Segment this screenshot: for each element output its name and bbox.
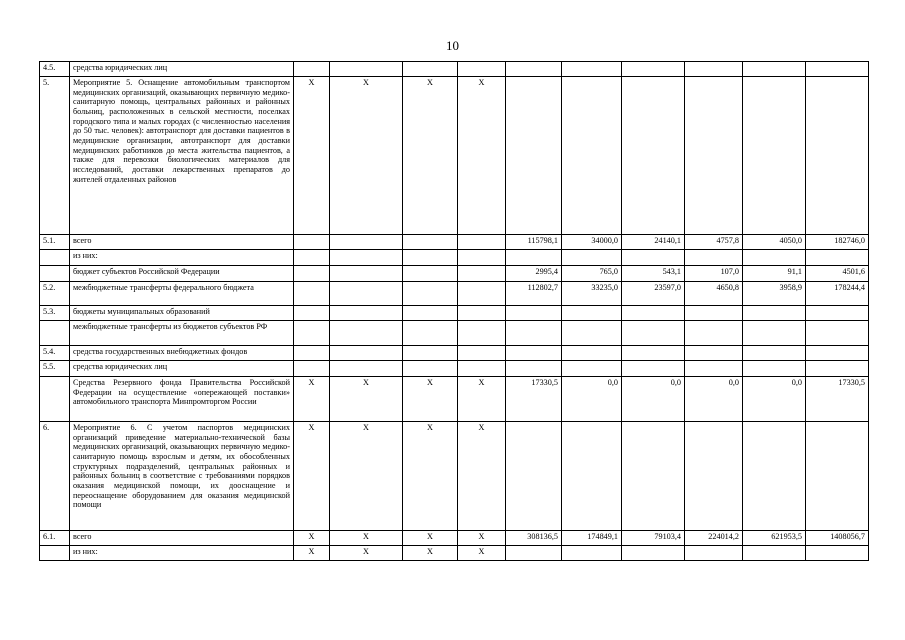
- value-cell: 33235,0: [562, 282, 622, 306]
- mark-cell: [330, 361, 403, 377]
- mark-cell: [294, 266, 330, 282]
- value-cell: 4757,8: [685, 235, 743, 250]
- mark-cell: X: [458, 77, 506, 235]
- mark-cell: [294, 321, 330, 346]
- value-cell: 224014,2: [685, 531, 743, 546]
- row-description-cell: средства государственных внебюджетных фондов: [70, 346, 294, 361]
- mark-cell: [458, 346, 506, 361]
- value-cell: [685, 546, 743, 561]
- value-cell: [743, 361, 806, 377]
- value-cell: [562, 546, 622, 561]
- value-cell: 308136,5: [506, 531, 562, 546]
- value-cell: [562, 250, 622, 266]
- row-number-cell: 5.: [40, 77, 70, 235]
- value-cell: [506, 321, 562, 346]
- value-cell: [562, 422, 622, 531]
- mark-cell: [458, 62, 506, 77]
- mark-cell: [403, 361, 458, 377]
- value-cell: [622, 250, 685, 266]
- row-number-cell: 5.2.: [40, 282, 70, 306]
- value-cell: 543,1: [622, 266, 685, 282]
- row-number-cell: 5.3.: [40, 306, 70, 321]
- value-cell: [562, 321, 622, 346]
- mark-cell: X: [330, 377, 403, 422]
- value-cell: 17330,5: [506, 377, 562, 422]
- value-cell: [806, 346, 869, 361]
- mark-cell: X: [294, 531, 330, 546]
- table-row: [40, 250, 869, 266]
- mark-cell: [294, 306, 330, 321]
- mark-cell: [403, 266, 458, 282]
- value-cell: 174849,1: [562, 531, 622, 546]
- row-description-cell: средства юридических лиц: [70, 62, 294, 77]
- value-cell: [743, 77, 806, 235]
- row-description-cell: всего: [70, 531, 294, 546]
- value-cell: [622, 77, 685, 235]
- value-cell: [562, 346, 622, 361]
- mark-cell: [330, 321, 403, 346]
- value-cell: [685, 422, 743, 531]
- table-row: [40, 377, 869, 422]
- value-cell: [562, 306, 622, 321]
- mark-cell: [403, 250, 458, 266]
- value-cell: 178244,4: [806, 282, 869, 306]
- row-number-cell: 4.5.: [40, 62, 70, 77]
- value-cell: [685, 321, 743, 346]
- value-cell: [506, 62, 562, 77]
- value-cell: [506, 77, 562, 235]
- row-description-cell: межбюджетные трансферты федерального бюджета: [70, 282, 294, 306]
- row-description-cell: Мероприятие 5. Оснащение автомобильным транспортом медицинских организаций, оказывающих первичную медико-санитарную помощь, центральных районных и районных больниц, расположенных в сельской местности, поселках городского типа и малых городах (с численностью населения до 50 тыс. человек): автотранспорт для доставки пациентов в медицинские организации, автотранспорт для доставки медицинских работников до места жительства пациентов, а также для перевозки биологических материалов для исследований, доставки лекарственных препаратов до жителей отдаленных районов: [70, 77, 294, 235]
- value-cell: [743, 346, 806, 361]
- mark-cell: [330, 62, 403, 77]
- value-cell: [622, 546, 685, 561]
- table-row: [40, 62, 869, 77]
- budget-table: [39, 61, 869, 561]
- mark-cell: [458, 306, 506, 321]
- value-cell: [506, 250, 562, 266]
- table-row: [40, 306, 869, 321]
- mark-cell: [294, 235, 330, 250]
- value-cell: 3958,9: [743, 282, 806, 306]
- value-cell: [685, 250, 743, 266]
- row-description-cell: Средства Резервного фонда Правительства Российской Федерации на осуществление «опережающей поставки» автомобильного транспорта Минпромторгом России: [70, 377, 294, 422]
- value-cell: 0,0: [685, 377, 743, 422]
- value-cell: [743, 422, 806, 531]
- value-cell: 182746,0: [806, 235, 869, 250]
- mark-cell: [458, 266, 506, 282]
- value-cell: 765,0: [562, 266, 622, 282]
- mark-cell: [294, 346, 330, 361]
- value-cell: [743, 62, 806, 77]
- value-cell: 115798,1: [506, 235, 562, 250]
- value-cell: [622, 346, 685, 361]
- row-number-cell: 6.: [40, 422, 70, 531]
- value-cell: [622, 62, 685, 77]
- value-cell: [506, 346, 562, 361]
- row-number-cell: 5.1.: [40, 235, 70, 250]
- mark-cell: [330, 306, 403, 321]
- value-cell: 0,0: [622, 377, 685, 422]
- row-description-cell: средства юридических лиц: [70, 361, 294, 377]
- value-cell: [622, 361, 685, 377]
- table-row: [40, 346, 869, 361]
- mark-cell: [403, 346, 458, 361]
- value-cell: [506, 546, 562, 561]
- table-row: [40, 546, 869, 561]
- value-cell: [562, 77, 622, 235]
- mark-cell: [294, 62, 330, 77]
- mark-cell: X: [458, 546, 506, 561]
- mark-cell: [403, 62, 458, 77]
- value-cell: [622, 306, 685, 321]
- table-row: [40, 77, 869, 235]
- value-cell: [685, 361, 743, 377]
- value-cell: [622, 422, 685, 531]
- mark-cell: X: [403, 422, 458, 531]
- mark-cell: [330, 346, 403, 361]
- mark-cell: X: [330, 531, 403, 546]
- mark-cell: [458, 235, 506, 250]
- value-cell: [685, 62, 743, 77]
- value-cell: 34000,0: [562, 235, 622, 250]
- value-cell: 4050,0: [743, 235, 806, 250]
- mark-cell: [294, 361, 330, 377]
- table-row: [40, 361, 869, 377]
- value-cell: 0,0: [562, 377, 622, 422]
- value-cell: [806, 77, 869, 235]
- value-cell: [806, 250, 869, 266]
- row-description-cell: Мероприятие 6. С учетом паспортов медицинских организаций приведение материально-технической базы медицинских организаций, оказывающих первичную медико-санитарную помощь взрослым и детям, их обособленных структурных подразделений, центральных районных и районных больниц в соответствие с требованиями порядков оказания медицинской помощи, их дооснащение и переоснащение оборудованием для оказания медицинской помощи: [70, 422, 294, 531]
- row-number-cell: 6.1.: [40, 531, 70, 546]
- value-cell: [506, 361, 562, 377]
- mark-cell: X: [403, 546, 458, 561]
- mark-cell: X: [294, 422, 330, 531]
- value-cell: 79103,4: [622, 531, 685, 546]
- value-cell: 24140,1: [622, 235, 685, 250]
- row-number-cell: [40, 377, 70, 422]
- value-cell: [685, 77, 743, 235]
- value-cell: [562, 62, 622, 77]
- mark-cell: [330, 250, 403, 266]
- value-cell: [743, 306, 806, 321]
- mark-cell: X: [330, 77, 403, 235]
- mark-cell: [403, 321, 458, 346]
- mark-cell: [458, 321, 506, 346]
- table-row: [40, 321, 869, 346]
- mark-cell: [458, 361, 506, 377]
- mark-cell: X: [330, 422, 403, 531]
- mark-cell: X: [458, 531, 506, 546]
- value-cell: [685, 306, 743, 321]
- mark-cell: X: [294, 77, 330, 235]
- mark-cell: X: [403, 77, 458, 235]
- value-cell: [506, 422, 562, 531]
- row-number-cell: [40, 321, 70, 346]
- row-number-cell: [40, 546, 70, 561]
- mark-cell: [330, 266, 403, 282]
- row-description-cell: бюджеты муниципальных образований: [70, 306, 294, 321]
- row-description-cell: бюджет субъектов Российской Федерации: [70, 266, 294, 282]
- value-cell: [506, 306, 562, 321]
- mark-cell: [458, 250, 506, 266]
- mark-cell: X: [294, 546, 330, 561]
- value-cell: 17330,5: [806, 377, 869, 422]
- table-row: [40, 422, 869, 531]
- mark-cell: [294, 282, 330, 306]
- page-number: 10: [446, 38, 459, 53]
- value-cell: [743, 546, 806, 561]
- value-cell: [743, 250, 806, 266]
- value-cell: [806, 62, 869, 77]
- row-description-cell: всего: [70, 235, 294, 250]
- mark-cell: X: [294, 377, 330, 422]
- mark-cell: [330, 282, 403, 306]
- mark-cell: X: [458, 422, 506, 531]
- row-number-cell: [40, 266, 70, 282]
- value-cell: 621953,5: [743, 531, 806, 546]
- mark-cell: X: [403, 377, 458, 422]
- value-cell: 23597,0: [622, 282, 685, 306]
- row-number-cell: 5.5.: [40, 361, 70, 377]
- mark-cell: [294, 250, 330, 266]
- mark-cell: [403, 282, 458, 306]
- table-row: [40, 235, 869, 250]
- value-cell: 91,1: [743, 266, 806, 282]
- value-cell: [806, 321, 869, 346]
- row-description-cell: из них:: [70, 546, 294, 561]
- value-cell: [685, 346, 743, 361]
- mark-cell: [403, 235, 458, 250]
- row-number-cell: 5.4.: [40, 346, 70, 361]
- table-row: [40, 531, 869, 546]
- value-cell: [806, 361, 869, 377]
- mark-cell: [403, 306, 458, 321]
- table-row: [40, 282, 869, 306]
- value-cell: 4650,8: [685, 282, 743, 306]
- value-cell: [806, 422, 869, 531]
- value-cell: 4501,6: [806, 266, 869, 282]
- value-cell: 107,0: [685, 266, 743, 282]
- value-cell: [562, 361, 622, 377]
- mark-cell: [330, 235, 403, 250]
- value-cell: 112802,7: [506, 282, 562, 306]
- value-cell: 0,0: [743, 377, 806, 422]
- mark-cell: X: [458, 377, 506, 422]
- mark-cell: X: [330, 546, 403, 561]
- value-cell: 1408056,7: [806, 531, 869, 546]
- value-cell: [806, 306, 869, 321]
- row-description-cell: из них:: [70, 250, 294, 266]
- value-cell: [622, 321, 685, 346]
- mark-cell: X: [403, 531, 458, 546]
- row-description-cell: межбюджетные трансферты из бюджетов субъектов РФ: [70, 321, 294, 346]
- value-cell: 2995,4: [506, 266, 562, 282]
- value-cell: [743, 321, 806, 346]
- mark-cell: [458, 282, 506, 306]
- row-number-cell: [40, 250, 70, 266]
- value-cell: [806, 546, 869, 561]
- table-row: [40, 266, 869, 282]
